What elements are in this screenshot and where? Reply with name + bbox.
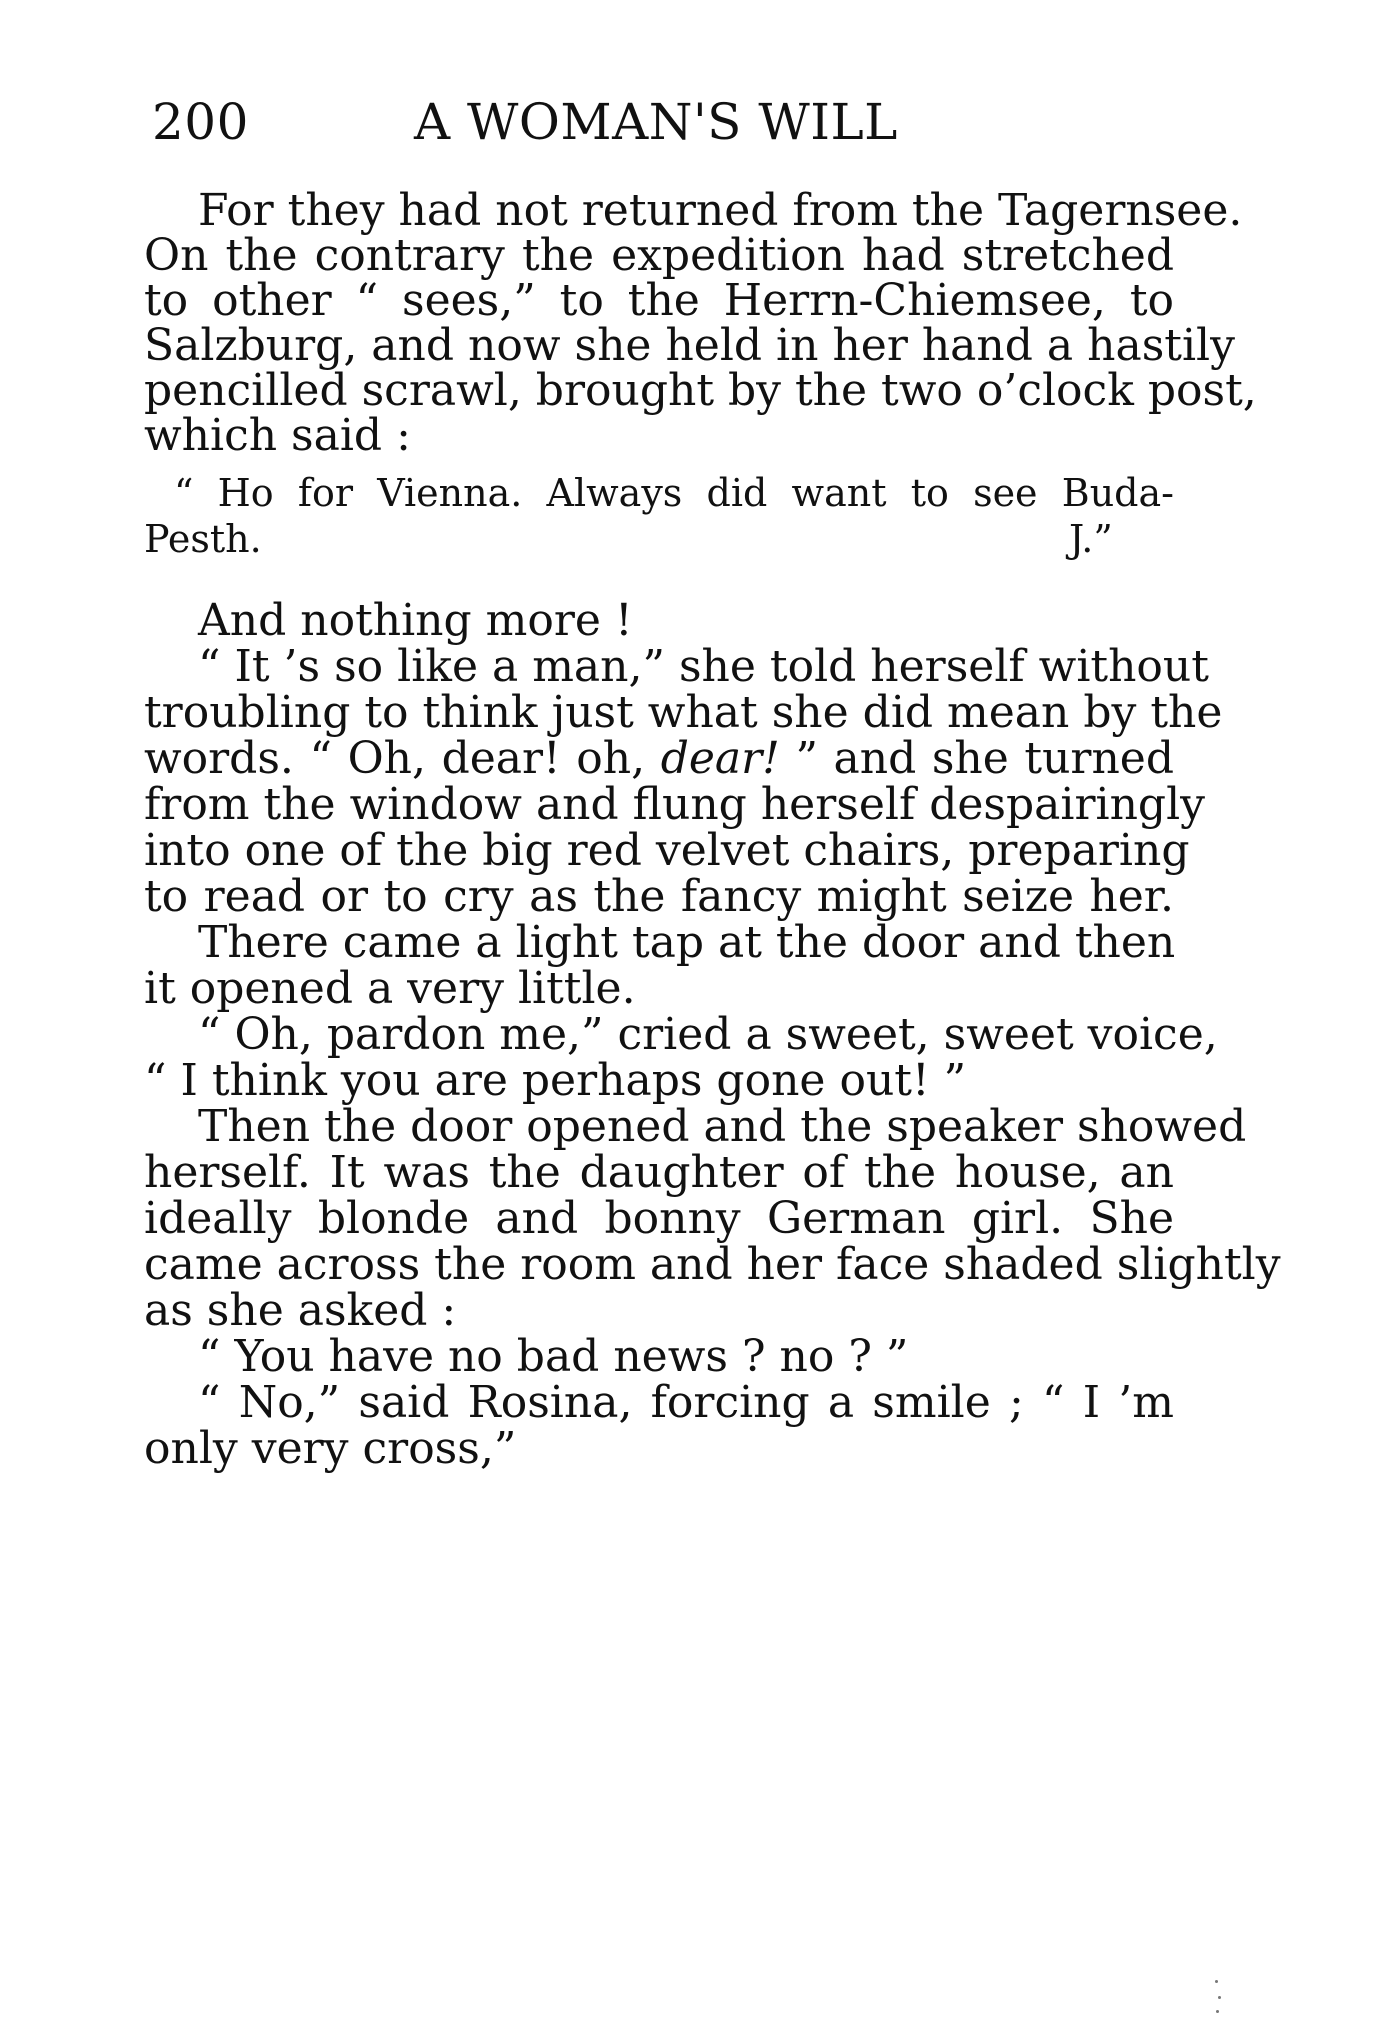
text-line: Then the door opened and the speaker showed bbox=[198, 1101, 1247, 1152]
quote-signature: J.” bbox=[1069, 517, 1113, 561]
telegram-quote bbox=[144, 467, 1174, 577]
text-line: “ No,” said Rosina, forcing a smile ; “ I ’m bbox=[198, 1377, 1174, 1428]
scan-speck bbox=[1218, 1996, 1221, 1999]
text-line: it opened a very little. bbox=[144, 963, 636, 1014]
text-line: “ I think you are perhaps gone out! ” bbox=[144, 1055, 967, 1106]
text-line: troubling to think just what she did mean by the bbox=[144, 687, 1223, 738]
text-line: On the contrary the expedition had stretched bbox=[144, 230, 1174, 281]
line-part: ” and she turned bbox=[779, 733, 1174, 784]
quote-line: Pesth. bbox=[144, 517, 262, 561]
text-line: into one of the big red velvet chairs, preparing bbox=[144, 825, 1190, 876]
running-head: A WOMAN'S WILL bbox=[414, 93, 898, 151]
scan-speck bbox=[1215, 1980, 1218, 1983]
text-line: “ Oh, pardon me,” cried a sweet, sweet voice, bbox=[198, 1009, 1218, 1060]
emphasis: dear! bbox=[660, 733, 780, 784]
text-line: “ It ’s so like a man,” she told herself without bbox=[198, 641, 1209, 692]
scan-speck bbox=[1216, 2010, 1219, 2013]
text-line: which said : bbox=[144, 410, 411, 461]
text-line: And nothing more ! bbox=[198, 595, 633, 646]
text-line: only very cross,” bbox=[144, 1423, 517, 1474]
text-line: to other “ sees,” to the Herrn-Chiemsee, to bbox=[144, 275, 1174, 326]
text-line: ideally blonde and bonny German girl. She bbox=[144, 1193, 1174, 1244]
text-line: from the window and flung herself despairingly bbox=[144, 779, 1206, 830]
body-text bbox=[144, 181, 1281, 1821]
text-line: pencilled scrawl, brought by the two o’clock post, bbox=[144, 365, 1257, 416]
text-line: to read or to cry as the fancy might seize her. bbox=[144, 871, 1174, 922]
text-line: herself. It was the daughter of the house, an bbox=[144, 1147, 1174, 1198]
line-part: words. “ Oh, dear! oh, bbox=[144, 733, 661, 784]
page-number: 200 bbox=[152, 93, 249, 151]
text-line: There came a light tap at the door and then bbox=[198, 917, 1176, 968]
text-line: Salzburg, and now she held in her hand a hastily bbox=[144, 320, 1235, 371]
text-line: For they had not returned from the Tagernsee. bbox=[198, 185, 1243, 236]
quote-line: “ Ho for Vienna. Always did want to see Buda- bbox=[174, 471, 1174, 515]
text-line: as she asked : bbox=[144, 1285, 457, 1336]
text-line: “ You have no bad news ? no ? ” bbox=[198, 1331, 909, 1382]
text-line: came across the room and her face shaded slightly bbox=[144, 1239, 1281, 1290]
page-header bbox=[152, 92, 1172, 152]
